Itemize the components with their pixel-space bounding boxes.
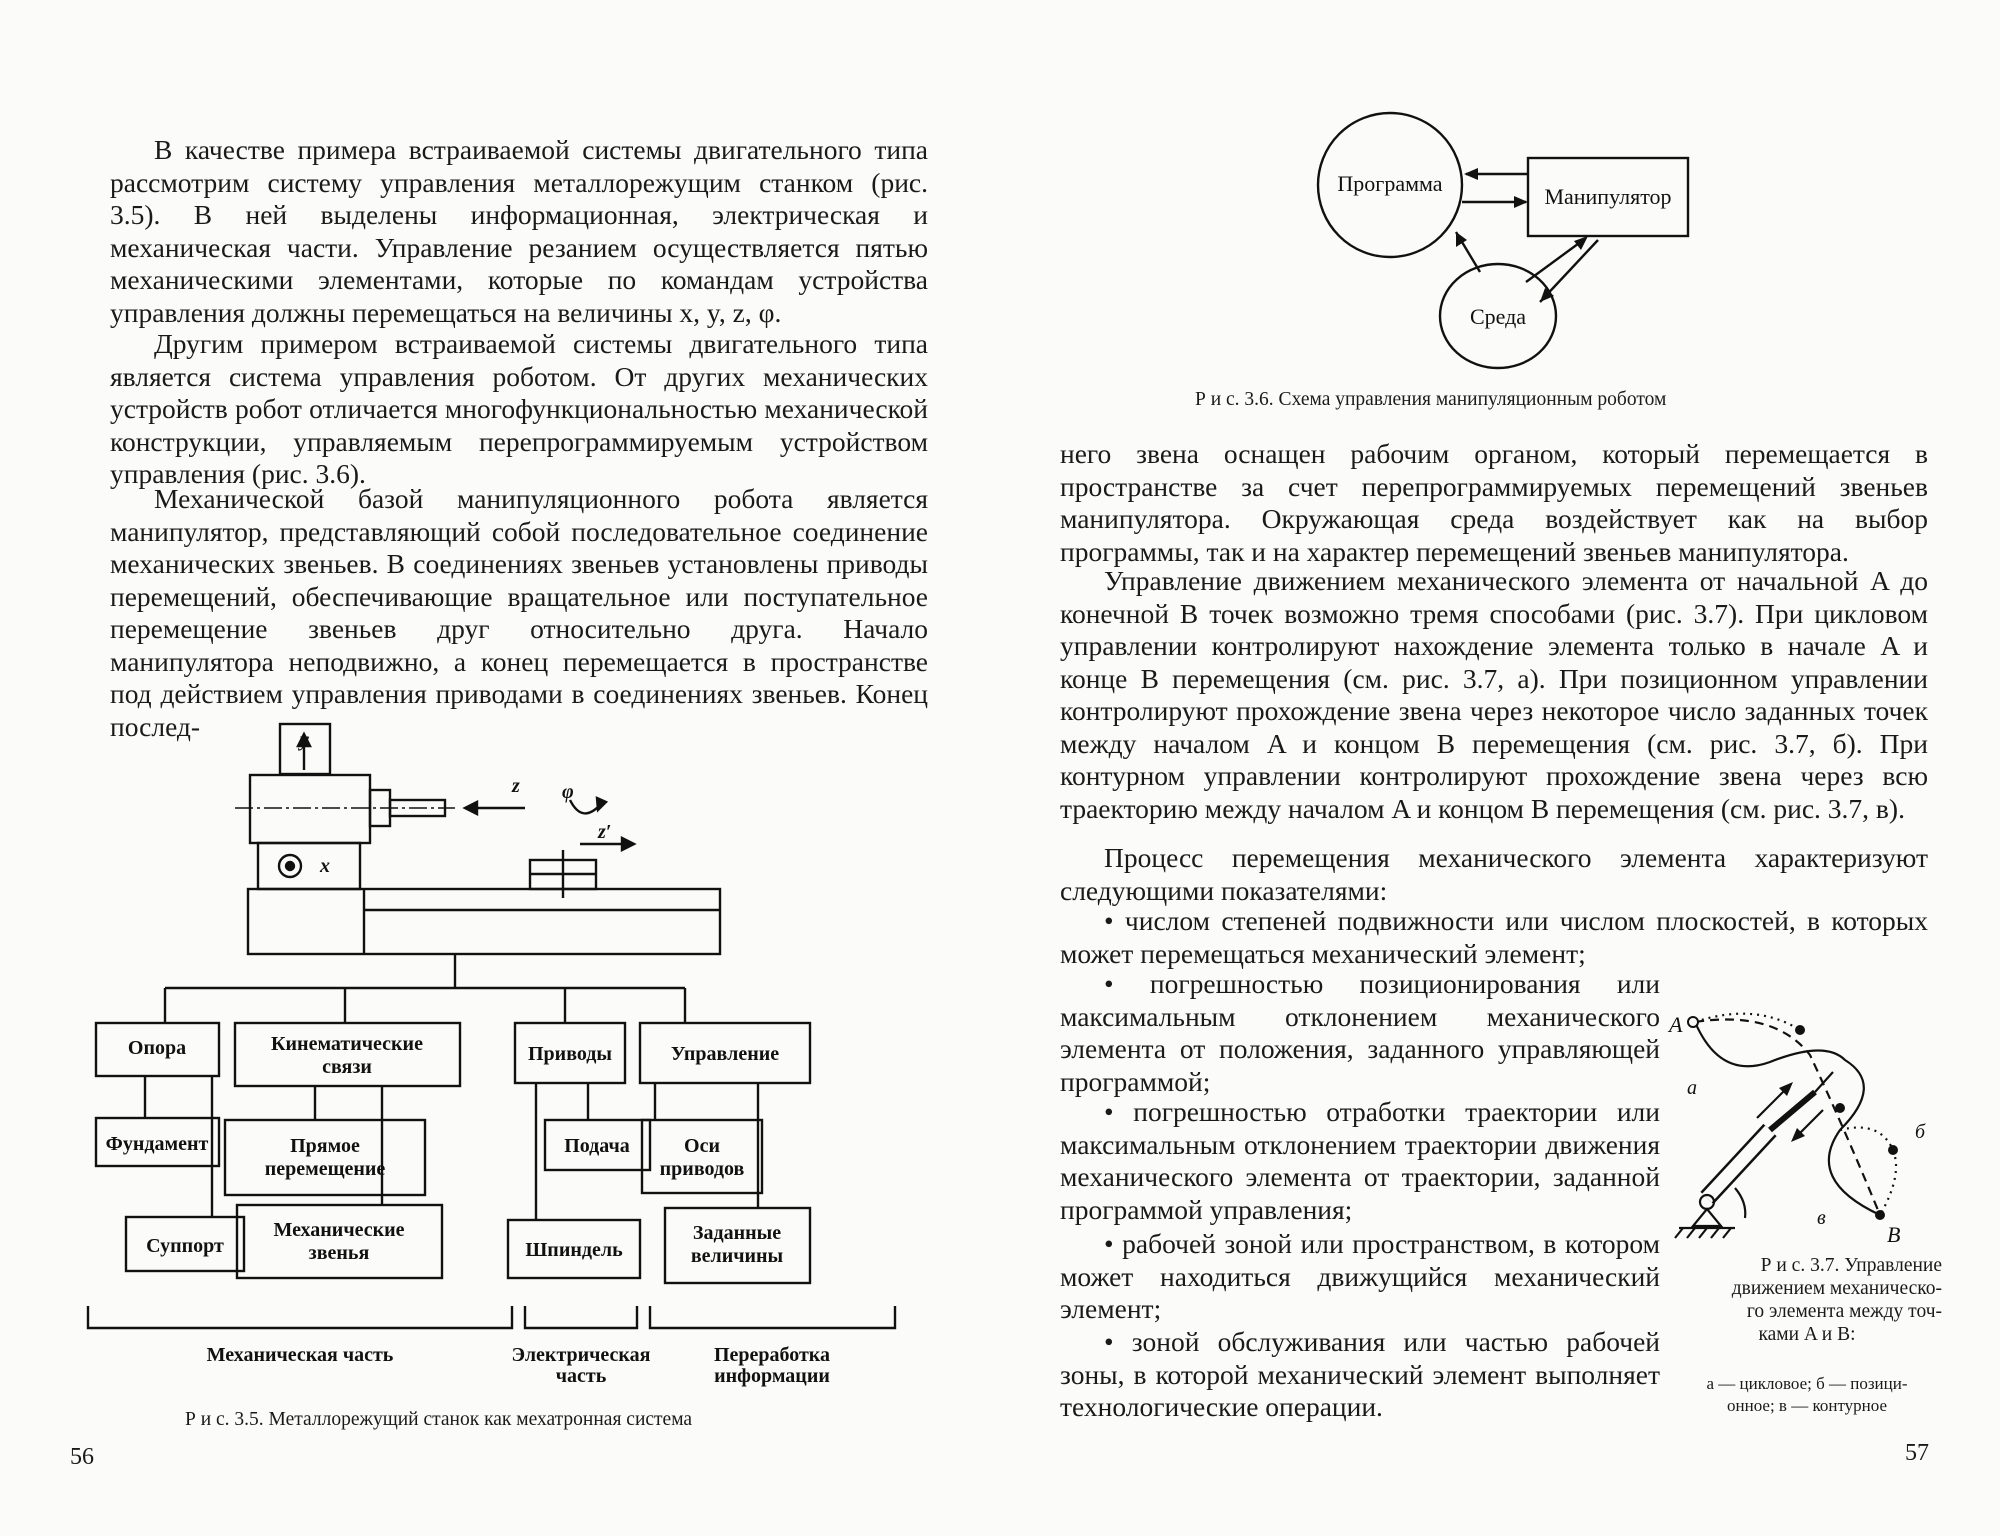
point-a-label: A: [1669, 1012, 1683, 1037]
figure-3-7-legend-line-1: а — цикловое; б — позици-: [1706, 1374, 1908, 1393]
box-drive-axes-1: Оси: [684, 1135, 720, 1157]
box-direct-move-1: Прямое: [290, 1135, 360, 1157]
box-feed: Подача: [564, 1135, 630, 1157]
curve-a-label: а: [1687, 1077, 1697, 1099]
figure-3-7-caption-line-1: Р и с. 3.7. Управление: [1760, 1255, 1942, 1276]
right-paragraph-2: Управление движением механического элемента от начальной A до конечной B точек возможно тремя способами (рис. 3.7). При цикловом управлении контролируют нахождение элемента только в начале A и конце B перемещения (см. рис. 3.7, а). При позиционном управлении контролируют прохождение звена через некоторое число заданных точек между началом A и концом B перемещения (см. рис. 3.7, б). При контурном управлении контролируют прохождение звена через всю траекторию между началом A и концом B перемещения (см. рис. 3.7, в).: [1060, 565, 1928, 824]
axis-x-label: x: [320, 855, 330, 877]
curve-b-label: б: [1915, 1121, 1926, 1143]
bullet-4: • рабочей зоной или пространством, в котором может находиться движущийся механический элемент;: [1060, 1228, 1660, 1324]
figure-3-6-caption: Р и с. 3.6. Схема управления манипуляционным роботом: [1195, 389, 1667, 410]
figure-3-7-diagram: [1665, 1010, 1950, 1247]
box-mech-links-2: звенья: [308, 1242, 370, 1264]
group-info-2: информации: [714, 1365, 830, 1387]
box-kinematic-1: Кинематические: [271, 1033, 423, 1055]
left-paragraph-3: Механической базой манипуляционного робота является манипулятор, представляющий собой последовательное соединение механических звеньев. В соединениях звеньев установлены приводы перемещений, обеспечивающие вращательное или поступательное перемещение звеньев друг относительно друга. Начало манипулятора неподвижно, а конец перемещается в пространстве под действием управления приводами в соединениях звеньев. Конец послед-: [110, 483, 928, 742]
machine-bed: [248, 889, 720, 954]
axis-z-prime-label: z′: [598, 821, 612, 843]
group-info-1: Переработка: [713, 1344, 831, 1366]
right-paragraph-3: Процесс перемещения механического элемента характеризуют следующими показателями:: [1060, 842, 1928, 906]
figure-3-5-diagram: [100, 720, 920, 1387]
box-support: Суппорт: [146, 1235, 224, 1257]
box-foundation: Фундамент: [105, 1133, 209, 1155]
right-page: [1000, 0, 2000, 1536]
bullet-1: • числом степеней подвижности или числом плоскостей, в которых может перемещаться механический элемент;: [1060, 905, 1928, 969]
headstock: [250, 775, 370, 843]
manipulator-label: Манипулятор: [1544, 184, 1672, 209]
box-spindle: Шпиндель: [525, 1239, 623, 1261]
bullet-5: • зоной обслуживания или частью рабочей зоны, в которой механический элемент выполняет технологические операции.: [1060, 1326, 1660, 1422]
axis-phi-label: φ: [562, 781, 574, 803]
box-kinematic-2: связи: [322, 1056, 372, 1078]
box-mech-links-1: Механические: [273, 1219, 405, 1241]
box-set-values-2: величины: [690, 1245, 784, 1267]
box-drives: Приводы: [527, 1043, 613, 1065]
group-electrical-1: Электрическая: [511, 1344, 651, 1366]
left-paragraph-1: В качестве примера встраиваемой системы двигательного типа рассмотрим систему управления металлорежущим станком (рис. 3.5). В ней выделены информационная, электрическая и механическая части. Управление резанием осуществляется пятью механическими элементами, которые по командам устройства управления должны перемещаться на величины x, y, z, φ.: [110, 134, 928, 328]
right-paragraph-1: него звена оснащен рабочим органом, который перемещается в пространстве за счет перепрограммируемых перемещений звеньев манипулятора. Окружающая среда воздействует как на выбор программы, так и на характер перемещений звеньев манипулятора.: [1060, 438, 1928, 567]
figure-3-7-legend: [1672, 1373, 1942, 1417]
box-drive-axes-2: приводов: [659, 1158, 745, 1180]
figure-3-7-caption-line-4: ками A и B:: [1758, 1324, 1856, 1345]
figure-3-7-caption-line-2: движением механическо-: [1731, 1278, 1942, 1299]
curve-v-label: в: [1817, 1207, 1826, 1229]
page-number-left: 56: [70, 1444, 94, 1470]
figure-3-7-legend-line-2: онное; в — контурное: [1727, 1396, 1887, 1415]
group-mechanical: Механическая часть: [206, 1344, 394, 1366]
box-direct-move-2: перемещение: [264, 1158, 386, 1180]
left-paragraph-2: Другим примером встраиваемой системы двигательного типа является система управления роботом. От других механических устройств робот отличается многофункциональностью механической конструкции, управляемым перепрограммируемым устройством управления (рис. 3.6).: [110, 328, 928, 489]
bullet-3: • погрешностью отработки траектории или максимальным отклонением траектории движения механического элемента от траектории, заданной программой управления;: [1060, 1096, 1660, 1225]
box-set-values-1: Заданные: [692, 1222, 782, 1244]
x-slide-block: [258, 843, 360, 889]
box-control: Управление: [670, 1043, 780, 1065]
bullet-2: • погрешностью позиционирования или максимальным отклонением механического элемента от положения, заданного управляющей программой;: [1060, 968, 1660, 1097]
group-electrical-2: часть: [555, 1365, 607, 1387]
program-label: Программа: [1337, 171, 1443, 196]
figure-3-7-caption: [1672, 1254, 1942, 1346]
figure-3-5-caption: Р и с. 3.5. Металлорежущий станок как мехатронная система: [185, 1409, 693, 1430]
point-b-label: B: [1887, 1222, 1901, 1247]
page-number-right: 57: [1905, 1440, 1929, 1466]
environment-label: Среда: [1469, 304, 1527, 329]
axis-z-label: z: [512, 775, 520, 797]
figure-3-7-caption-line-3: го элемента между точ-: [1746, 1301, 1942, 1322]
box-opora: Опора: [127, 1037, 187, 1059]
figure-3-6-diagram: [1290, 110, 1710, 380]
axis-y-label: y: [300, 729, 309, 751]
